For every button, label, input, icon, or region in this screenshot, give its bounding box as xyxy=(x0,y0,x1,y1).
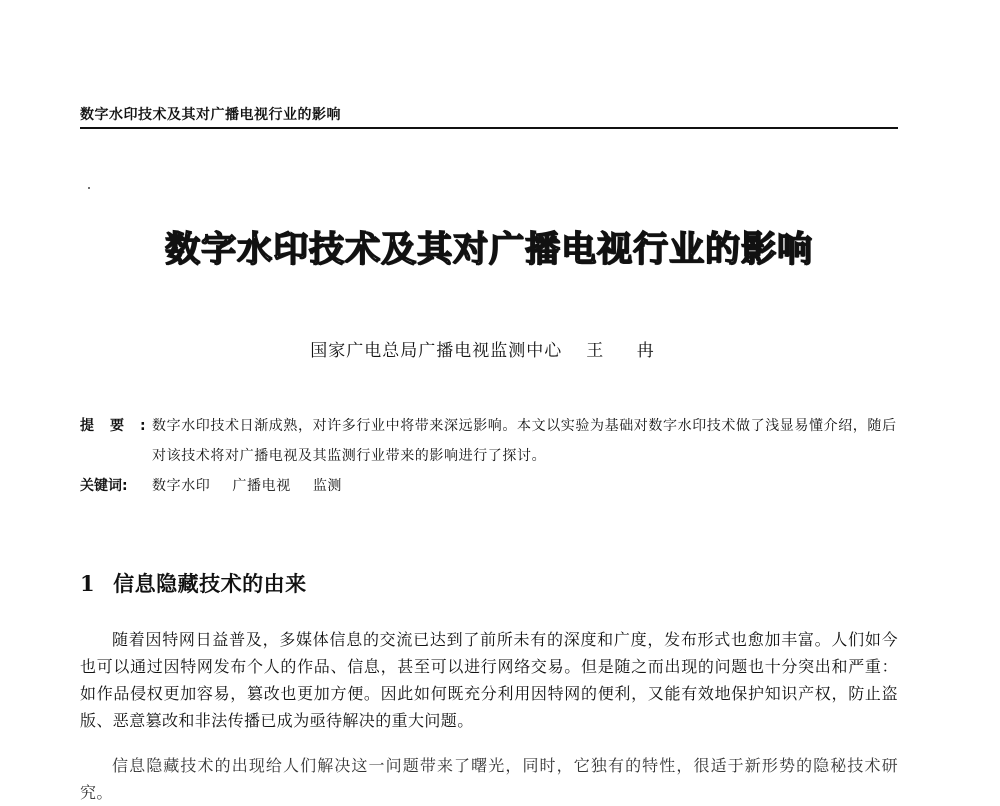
abstract-block xyxy=(80,411,898,501)
abstract-label: 提要: xyxy=(80,418,162,434)
keywords-row xyxy=(80,471,898,501)
margin-mark xyxy=(88,187,90,189)
abstract-row xyxy=(80,411,898,471)
body-paragraph: 随着因特网日益普及，多媒体信息的交流已达到了前所未有的深度和广度，发布形式也愈加丰富。人们如今也可以通过因特网发布个人的作品、信息，甚至可以进行网络交易。但是随之而出现的问题也十分突出和严重：如作品侵权更加容易，篡改也更加方便。因此如何既充分利用因特网的便利，又能有效地保护知识产权，防止盗版、恶意篡改和非法传播已成为亟待解决的重大问题。 xyxy=(80,630,898,730)
keyword: 监测 xyxy=(312,478,343,494)
author-name: 王 冉 xyxy=(586,341,668,361)
keywords-list xyxy=(152,471,898,501)
keyword: 数字水印 xyxy=(152,478,211,494)
body-paragraph: 信息隐藏技术的出现给人们解决这一问题带来了曙光，同时，它独有的特性，很适于新形势的隐秘技术研究。 xyxy=(80,756,898,802)
header-rule xyxy=(80,127,898,129)
keyword: 广播电视 xyxy=(232,478,291,494)
section-number: 1 xyxy=(80,571,96,596)
author-affiliation: 国家广电总局广播电视监测中心 xyxy=(310,341,563,361)
keywords-label: 关键词: xyxy=(80,478,128,494)
author-line xyxy=(80,336,898,361)
paper-title: 数字水印技术及其对广播电视行业的影响 xyxy=(164,229,813,270)
section-title: 信息隐藏技术的由来 xyxy=(113,572,307,596)
running-head: 数字水印技术及其对广播电视行业的影响 xyxy=(80,107,341,123)
section-heading xyxy=(80,568,307,598)
abstract-text: 数字水印技术日渐成熟，对许多行业中将带来深远影响。本文以实验为基础对数字水印技术做了浅显易懂介绍，随后对该技术将对广播电视及其监测行业带来的影响进行了探讨。 xyxy=(152,418,897,464)
